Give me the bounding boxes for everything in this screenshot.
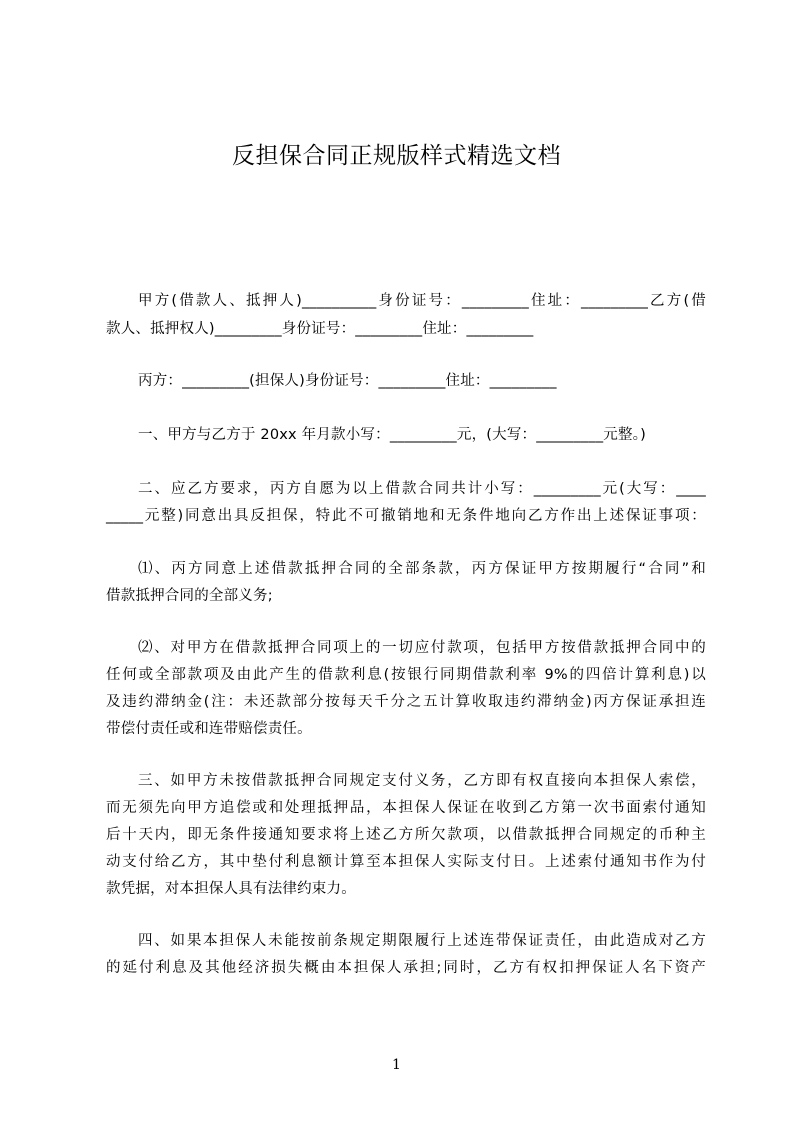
paragraph-line: 及违约滞纳金(注：未还款部分按每天千分之五计算收取违约滞纳金)丙方保证承担连: [106, 694, 706, 710]
paragraph-line: 后十天内，即无条件接通知要求将上述乙方所欠款项，以借款抵押合同规定的币种主: [106, 827, 706, 843]
paragraph-line: ⑴、丙方同意上述借款抵押合同的全部条款，丙方保证甲方按期履行“合同”和: [138, 561, 706, 577]
paragraph-line: 的延付利息及其他经济损失概由本担保人承担;同时，乙方有权扣押保证人名下资产: [106, 960, 706, 976]
paragraph-line: 动支付给乙方，其中垫付利息额计算至本担保人实际支付日。上述索付通知书作为付: [106, 854, 706, 870]
paragraph-line: 二、应乙方要求，丙方自愿为以上借款合同共计小写：_________元(大写：____: [138, 481, 706, 497]
paragraph-line: 借款抵押合同的全部义务;: [106, 588, 273, 604]
paragraph-line: 任何或全部款项及由此产生的借款利息(按银行同期借款利率 9%的四倍计算利息)以: [106, 667, 706, 683]
paragraph-line: 而无须先向甲方追偿或和处理抵押品，本担保人保证在收到乙方第一次书面索付通知: [106, 800, 706, 816]
paragraph-line: ⑵、对甲方在借款抵押合同项上的一切应付款项，包括甲方按借款抵押合同中的: [138, 640, 706, 656]
paragraph-line: 款凭据，对本担保人具有法律约束力。: [106, 881, 356, 897]
paragraph-line: 带偿付责任或和连带赔偿责任。: [106, 721, 312, 737]
paragraph-line: 丙方：_________(担保人)身份证号：_________住址：_________: [138, 373, 557, 389]
paragraph-line: 甲方(借款人、抵押人)__________身份证号：_________住址：_________乙方(借: [138, 293, 706, 309]
paragraph-line: 款人、抵押权人)_________身份证号：_________住址：_________: [106, 321, 534, 337]
paragraph-line: 三、如甲方未按借款抵押合同规定支付义务，乙方即有权直接向本担保人索偿，: [138, 773, 706, 789]
paragraph-line: 一、甲方与乙方于 20xx 年月款小写：_________元，(大写：_________元整。): [138, 427, 646, 443]
paragraph-line: _____元整)同意出具反担保，特此不可撤销地和无条件地向乙方作出上述保证事项：: [106, 508, 706, 524]
document-title: 反担保合同正规版样式精选文档: [232, 143, 561, 169]
page-number: 1: [392, 1057, 401, 1073]
paragraph-line: 四、如果本担保人未能按前条规定期限履行上述连带保证责任，由此造成对乙方: [138, 933, 706, 949]
